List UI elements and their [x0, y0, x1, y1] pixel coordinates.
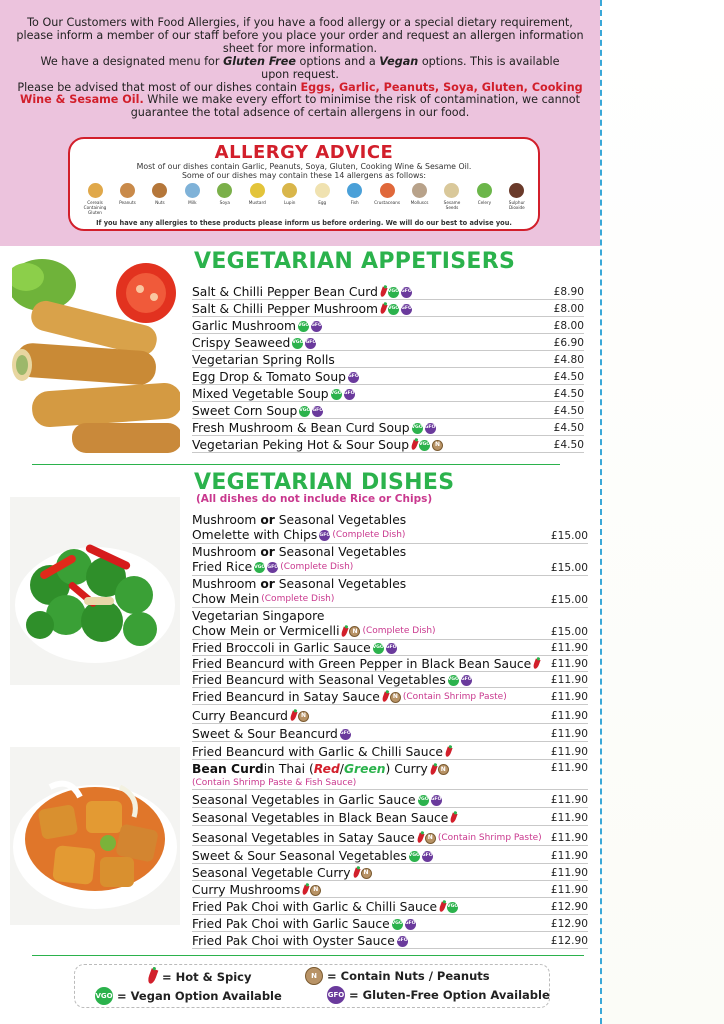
chilli-icon: [289, 710, 297, 721]
vegan-option-icon: VGO: [409, 851, 420, 862]
dish-price: £11.90: [550, 691, 588, 703]
menu-row: [192, 688, 588, 705]
allergy-notice: [8, 17, 592, 120]
menu-row: [192, 402, 584, 419]
menu-row: [192, 915, 588, 932]
dish-name-wrap: [192, 657, 539, 671]
gluten-free-option-icon: GFO: [405, 919, 416, 930]
vegan-option-icon: VGO: [392, 919, 403, 930]
menu-row: [192, 351, 584, 368]
dish-name: Fried Beancurd with Garlic & Chilli Sauce: [192, 745, 443, 759]
allergen-label: Lupin: [284, 200, 296, 205]
dish-price: £4.50: [553, 405, 584, 417]
notice-text: options. This is available: [418, 54, 560, 68]
section-divider: [32, 464, 560, 465]
gluten-free-option-icon: GFO: [401, 304, 412, 315]
allergen-item: [307, 183, 337, 215]
complete-dish-note: (Complete Dish): [332, 530, 406, 540]
gluten-free-option-icon: GFO: [327, 986, 345, 1004]
dish-name-line: [192, 528, 405, 543]
vegan-option-icon: VGO: [254, 562, 265, 573]
dish-name: Chow Mein or Vermicelli: [192, 624, 340, 638]
dish-name: Salt & Chilli Pepper Mushroom: [192, 302, 379, 316]
allergen-icon: [120, 183, 135, 198]
allergen-item: [145, 183, 175, 215]
dish-name: Sweet & Sour Seasonal Vegetables: [192, 849, 407, 863]
dish-name-line: [192, 762, 449, 777]
dish-name: Fried Broccoli in Garlic Sauce: [192, 641, 371, 655]
dish-name-line: [192, 592, 334, 607]
legend-divider: [32, 955, 584, 956]
dish-price: £11.90: [550, 850, 588, 862]
dish-name: Mixed Vegetable Soup: [192, 387, 329, 401]
dish-name: Omelette with Chips: [192, 528, 318, 542]
dish-name-line: [192, 560, 353, 575]
dish-name: Sweet & Sour Beancurd: [192, 727, 338, 741]
dish-name: in Thai (: [263, 762, 314, 776]
broccoli-photo: [10, 497, 180, 685]
dish-name-wrap: [192, 849, 433, 863]
menu-row: [192, 705, 588, 724]
notice-text: While we make every effort to minimise the risk of contamination, we cannot: [143, 93, 580, 107]
right-margin-strip: [600, 0, 724, 1024]
allergy-advice-footer: If you have any allergies to these products please inform us before ordering. We will do our best to advise you.: [96, 219, 512, 227]
vegan-option-icon: VGO: [447, 902, 458, 913]
menu-row: [192, 368, 584, 385]
allergen-icon-row: [80, 183, 532, 215]
contains-nuts-icon: N: [349, 626, 360, 637]
notice-text: Please be advised that most of our dishes contain: [17, 80, 301, 94]
contains-nuts-icon: N: [298, 711, 309, 722]
dish-name: Fried Beancurd with Seasonal Vegetables: [192, 673, 446, 687]
dish-name: Salt & Chilli Pepper Bean Curd: [192, 285, 378, 299]
notice-line: [8, 56, 592, 69]
dish-name-wrap: [192, 370, 359, 384]
dish-price: £12.90: [550, 918, 588, 930]
dish-name-wrap: [192, 673, 472, 687]
contains-nuts-icon: N: [425, 833, 436, 844]
notice-line: please inform a member of our staff before you place your order and request an allergen information: [16, 28, 584, 42]
shrimp-paste-note: (Contain Shrimp Paste): [402, 692, 507, 702]
menu-row: [192, 846, 588, 864]
dish-name-bold: Bean Curd: [192, 762, 264, 776]
dish-name: Egg Drop & Tomato Soup: [192, 370, 346, 384]
dish-name-wrap: [192, 404, 323, 418]
notice-allergens: Eggs, Garlic, Peanuts, Soya, Gluten, Cooking: [300, 80, 583, 94]
allergen-label: Egg: [318, 200, 327, 205]
dish-price: £11.90: [550, 728, 588, 740]
gluten-free-option-icon: GFO: [431, 795, 442, 806]
notice-text: options and a: [295, 54, 380, 68]
chilli-icon: [411, 439, 419, 450]
dish-price: £12.90: [550, 935, 588, 947]
allergen-item: [437, 183, 467, 215]
vegan-option-icon: VGO: [292, 338, 303, 349]
gluten-free-option-icon: GFO: [340, 729, 351, 740]
dish-price: £6.90: [553, 337, 584, 349]
vegan-option-icon: VGO: [418, 795, 429, 806]
allergy-advice-title: ALLERGY ADVICE: [214, 142, 394, 163]
chilli-icon: [533, 658, 541, 669]
allergen-icon: [347, 183, 362, 198]
allergen-item: [275, 183, 305, 215]
vegan-option-icon: VGO: [419, 440, 430, 451]
menu-row: [192, 436, 584, 453]
menu-row: [192, 724, 588, 742]
dish-price: £15.00: [550, 562, 588, 574]
legend-nuts: [305, 967, 490, 985]
dish-name: Sweet Corn Soup: [192, 404, 298, 418]
dish-name: Curry Beancurd: [192, 709, 288, 723]
dish-price: £8.00: [553, 303, 584, 315]
menu-row: [192, 932, 588, 949]
sweet-and-sour-beancurd-photo: [10, 747, 180, 925]
dish-name: Mushroom: [192, 545, 261, 559]
gluten-free-option-icon: GFO: [397, 936, 408, 947]
allergen-label: Soya: [219, 200, 230, 205]
contains-nuts-icon: N: [310, 885, 321, 896]
dish-name-wrap: [192, 641, 397, 655]
menu-row: [192, 898, 588, 915]
contains-nuts-icon: N: [390, 692, 401, 703]
allergen-icon: [250, 183, 265, 198]
notice-line: guarantee the total adsence of certain allergens in our food.: [130, 106, 470, 120]
allergen-icon: [217, 183, 232, 198]
vegan-option-icon: VGO: [95, 987, 113, 1005]
allergen-icon: [380, 183, 395, 198]
menu-row: [192, 864, 588, 881]
vegan-option-icon: VGO: [388, 304, 399, 315]
menu-row: [192, 419, 584, 436]
dish-name: Seasonal Vegetable Curry: [192, 866, 351, 880]
gluten-free-option-icon: GFO: [311, 321, 322, 332]
dish-name-line: Vegetarian Singapore: [192, 609, 325, 623]
notice-line: sheet for more information.: [222, 41, 378, 55]
gluten-free-option-icon: GFO: [312, 406, 323, 417]
dish-price: £15.00: [550, 530, 588, 542]
dish-name-wrap: [192, 709, 309, 723]
dish-price: £4.50: [553, 422, 584, 434]
menu-row: [192, 608, 588, 640]
legend-gluten-free-label: = Gluten-Free Option Available: [349, 988, 550, 1002]
dish-name: Mushroom: [192, 577, 261, 591]
dish-name-wrap: [192, 336, 316, 350]
dish-price: £4.50: [553, 439, 584, 451]
gluten-free-option-icon: GFO: [422, 851, 433, 862]
allergen-label: Celery: [477, 200, 492, 205]
dish-name: Seasonal Vegetables in Black Bean Sauce: [192, 811, 449, 825]
dish-name: Curry Mushrooms: [192, 883, 301, 897]
allergen-label: Cereals Containing Gluten: [83, 200, 107, 215]
notice-allergens: Wine & Sesame Oil.: [20, 93, 144, 107]
dish-name: Fried Pak Choi with Garlic Sauce: [192, 917, 390, 931]
gluten-free-option-icon: GFO: [344, 389, 355, 400]
dish-name-wrap: [192, 353, 335, 367]
dish-name-wrap: [192, 302, 412, 316]
chilli-icon: [379, 303, 387, 314]
chilli-icon: [429, 764, 437, 775]
allergen-label: Mustard: [248, 200, 266, 205]
dish-name: /: [339, 762, 344, 776]
dish-price: £11.90: [550, 642, 588, 654]
dish-price: £11.90: [550, 762, 588, 774]
menu-row: [192, 576, 588, 608]
menu-row: [192, 656, 588, 672]
legend-vegan-label: = Vegan Option Available: [117, 989, 282, 1003]
menu-row: [192, 672, 588, 688]
allergen-item: [242, 183, 272, 215]
dish-name-line: [192, 545, 406, 560]
allergen-icon: [185, 183, 200, 198]
chilli-icon: [352, 867, 360, 878]
allergen-label: Nuts: [155, 200, 165, 205]
legend-vegan: [95, 987, 282, 1005]
appetiser-list: [192, 283, 584, 457]
gluten-free-option-icon: GFO: [348, 372, 359, 383]
notice-vegan: Vegan: [379, 54, 419, 68]
dish-name-wrap: [192, 900, 458, 914]
notice-text: We have a designated menu for: [40, 54, 224, 68]
gluten-free-option-icon: GFO: [401, 287, 412, 298]
dish-name-wrap: [192, 421, 436, 435]
allergen-icon: [444, 183, 459, 198]
dish-name-wrap: [192, 793, 442, 807]
page-fold-divider: [600, 0, 602, 1024]
vegan-option-icon: VGO: [299, 406, 310, 417]
dish-name-line: [192, 513, 406, 528]
allergen-item: [340, 183, 370, 215]
dish-price: £11.90: [550, 710, 588, 722]
dish-price: £11.90: [550, 867, 588, 879]
dish-name: Fried Pak Choi with Garlic & Chilli Sauce: [192, 900, 438, 914]
menu-row: [192, 760, 588, 790]
dish-name: Vegetarian Peking Hot & Sour Soup: [192, 438, 410, 452]
legend-hot-label: = Hot & Spicy: [162, 969, 252, 984]
gluten-free-option-icon: GFO: [425, 423, 436, 434]
chilli-icon: [302, 884, 310, 895]
dish-price: £11.90: [550, 746, 588, 758]
dish-name: Fresh Mushroom & Bean Curd Soup: [192, 421, 410, 435]
chilli-icon: [379, 286, 387, 297]
spring-rolls-photo: [12, 255, 180, 453]
dish-price: £11.90: [550, 794, 588, 806]
allergy-advice-line: Some of our dishes may contain these 14 allergens as follows:: [181, 171, 427, 180]
vegetarian-dish-list: [192, 512, 588, 952]
legend-gluten-free: [327, 986, 550, 1004]
menu-row: [192, 283, 584, 300]
dish-name: Mushroom: [192, 513, 261, 527]
contains-nuts-icon: N: [305, 967, 323, 985]
notice-line: To Our Customers with Food Allergies, if you have a food allergy or a special dietary requirement,: [27, 16, 573, 29]
menu-row: [192, 742, 588, 760]
dish-price: £11.90: [550, 658, 588, 670]
contains-nuts-icon: N: [432, 440, 443, 451]
allergen-icon: [315, 183, 330, 198]
chilli-icon: [450, 812, 458, 823]
dish-price: £12.90: [550, 901, 588, 913]
notice-line: upon request.: [261, 67, 339, 81]
dish-name-wrap: [192, 745, 451, 759]
shrimp-paste-note: (Contain Shrimp Paste): [437, 833, 542, 843]
allergen-icon: [509, 183, 524, 198]
dish-name-wrap: [192, 934, 408, 948]
thai-green-label: Green: [343, 762, 386, 776]
dish-price: £8.90: [553, 286, 584, 298]
complete-dish-note: (Complete Dish): [362, 626, 436, 636]
dish-name: Seasonal Vegetables: [274, 545, 407, 559]
dish-price: £11.90: [550, 812, 588, 824]
allergen-icon: [152, 183, 167, 198]
vegan-option-icon: VGO: [331, 389, 342, 400]
chilli-icon: [444, 746, 452, 757]
gluten-free-option-icon: GFO: [305, 338, 316, 349]
dish-name: Chow Mein: [192, 592, 260, 606]
vegan-option-icon: VGO: [448, 675, 459, 686]
allergen-icon: [412, 183, 427, 198]
dish-name: ) Curry: [385, 762, 428, 776]
dish-name-wrap: [192, 727, 351, 741]
chilli-icon: [381, 691, 389, 702]
chilli-icon: [147, 968, 159, 984]
contains-nuts-icon: N: [438, 764, 449, 775]
dish-name: Seasonal Vegetables in Garlic Sauce: [192, 793, 416, 807]
menu-row: [192, 826, 588, 846]
dish-name: Vegetarian Spring Rolls: [192, 353, 335, 367]
vegan-option-icon: VGO: [373, 643, 384, 654]
dish-name: Seasonal Vegetables: [274, 513, 407, 527]
shrimp-fish-note: (Contain Shrimp Paste & Fish Sauce): [192, 778, 357, 788]
allergy-advice-line: Most of our dishes contain Garlic, Peanuts, Soya, Gluten, Cooking Wine & Sesame Oil.: [136, 162, 472, 171]
vegetarian-appetisers-title: VEGETARIAN APPETISERS: [194, 249, 516, 274]
dish-name-wrap: [192, 883, 321, 897]
dish-name-wrap: [192, 438, 443, 452]
allergen-icon: [282, 183, 297, 198]
complete-dish-note: (Complete Dish): [261, 594, 335, 604]
vegan-option-icon: VGO: [412, 423, 423, 434]
allergen-item: [502, 183, 532, 215]
notice-gluten-free: Gluten Free: [223, 54, 296, 68]
dish-name-wrap: [192, 811, 456, 825]
allergen-item: [80, 183, 110, 215]
vegan-option-icon: VGO: [388, 287, 399, 298]
allergen-item: [210, 183, 240, 215]
dish-name-wrap: [192, 387, 355, 401]
allergen-label: Milk: [188, 200, 197, 205]
dish-name-line: [192, 624, 436, 639]
dish-price: £11.90: [550, 832, 588, 844]
allergen-item: [112, 183, 142, 215]
dish-price: £15.00: [550, 626, 588, 638]
dish-name-wrap: [192, 831, 542, 845]
symbol-legend: [74, 964, 550, 1008]
dish-price: £11.90: [550, 884, 588, 896]
dish-or: or: [260, 545, 275, 559]
complete-dish-note: (Complete Dish): [280, 562, 354, 572]
menu-row: [192, 300, 584, 317]
chilli-icon: [341, 626, 349, 637]
menu-row: [192, 512, 588, 544]
dish-name: Fried Pak Choi with Oyster Sauce: [192, 934, 395, 948]
vegetarian-dishes-title: VEGETARIAN DISHES: [194, 470, 455, 495]
gluten-free-option-icon: GFO: [386, 643, 397, 654]
dish-price: £4.80: [553, 354, 584, 366]
allergy-advice-box: [68, 137, 540, 231]
thai-red-label: Red: [313, 762, 340, 776]
allergen-label: Sesame Seeds: [443, 200, 461, 210]
dish-name-wrap: [192, 285, 412, 299]
menu-row: [192, 808, 588, 826]
chilli-icon: [416, 832, 424, 843]
contains-nuts-icon: N: [361, 868, 372, 879]
dish-name-wrap: [192, 319, 322, 333]
legend-hot: [149, 969, 251, 984]
chilli-icon: [439, 901, 447, 912]
allergen-item: [469, 183, 499, 215]
allergen-label: Peanuts: [119, 200, 136, 205]
dish-name-wrap: [192, 917, 416, 931]
gluten-free-option-icon: GFO: [461, 675, 472, 686]
dish-name: Seasonal Vegetables in Satay Sauce: [192, 831, 415, 845]
allergen-icon: [88, 183, 103, 198]
allergen-label: Molluscs: [410, 200, 429, 205]
allergen-label: Sulphur Dioxide: [508, 200, 525, 210]
allergen-icon: [477, 183, 492, 198]
vegan-option-icon: VGO: [298, 321, 309, 332]
menu-row: [192, 790, 588, 808]
allergen-label: Fish: [350, 200, 359, 205]
dish-or: or: [260, 513, 275, 527]
allergen-item: [405, 183, 435, 215]
dish-price: £4.50: [553, 371, 584, 383]
dish-or: or: [260, 577, 275, 591]
dish-price: £4.50: [553, 388, 584, 400]
allergen-label: Crustaceans: [374, 200, 401, 205]
menu-row: [192, 317, 584, 334]
dish-name: Fried Beancurd with Green Pepper in Black Bean Sauce: [192, 657, 532, 671]
gluten-free-option-icon: GFO: [267, 562, 278, 573]
menu-row: [192, 385, 584, 402]
dish-name: Garlic Mushroom: [192, 319, 297, 333]
allergen-item: [177, 183, 207, 215]
dish-price: £15.00: [550, 594, 588, 606]
menu-row: [192, 881, 588, 898]
menu-row: [192, 640, 588, 656]
dish-name-wrap: [192, 866, 372, 880]
menu-row: [192, 544, 588, 576]
dish-name: Seasonal Vegetables: [274, 577, 407, 591]
dish-price: £8.00: [553, 320, 584, 332]
allergen-item: [372, 183, 402, 215]
dish-name: Fried Beancurd in Satay Sauce: [192, 690, 380, 704]
dish-name: Crispy Seaweed: [192, 336, 291, 350]
vegetarian-dishes-note: (All dishes do not include Rice or Chips): [196, 493, 433, 505]
gluten-free-option-icon: GFO: [319, 530, 330, 541]
menu-row: [192, 334, 584, 351]
dish-name: Fried Rice: [192, 560, 253, 574]
dish-name-wrap: [192, 690, 507, 704]
dish-name-line: [192, 577, 406, 592]
legend-nuts-label: = Contain Nuts / Peanuts: [327, 969, 490, 983]
dish-price: £11.90: [550, 674, 588, 686]
